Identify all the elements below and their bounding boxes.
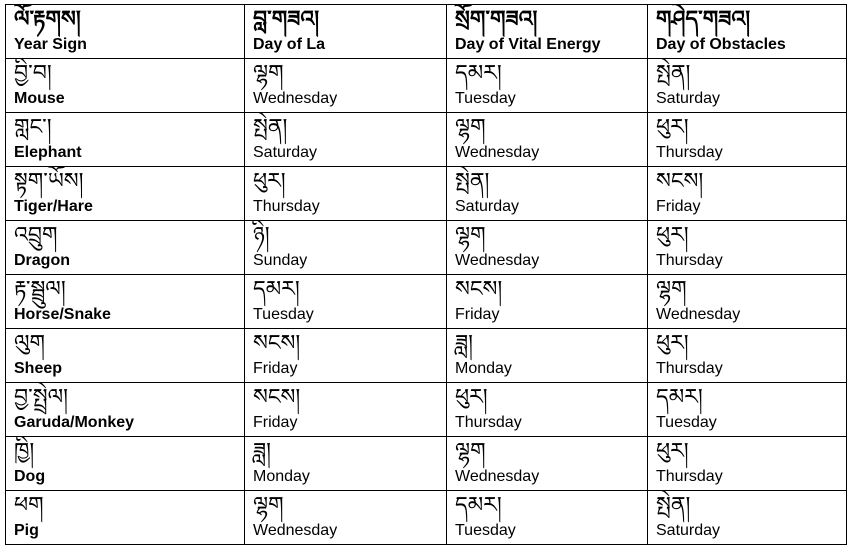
day-of-la-tibetan: སངས། bbox=[253, 331, 301, 356]
year-sign-cell bbox=[6, 329, 245, 383]
table-row bbox=[6, 113, 847, 167]
day-of-vital-energy-english: Monday bbox=[455, 360, 512, 377]
year-sign-tibetan: གླང་། bbox=[14, 115, 52, 140]
header-year-sign-tibetan: ལོ་རྟགས། bbox=[14, 7, 81, 32]
day-of-la-tibetan: ཉི། bbox=[253, 223, 270, 248]
year-sign-tibetan: རྟ་སྦྲུལ། bbox=[14, 277, 66, 302]
day-of-la-cell bbox=[245, 275, 447, 329]
day-of-la-cell bbox=[245, 221, 447, 275]
day-of-vital-energy-tibetan: ཕུར། bbox=[455, 385, 488, 410]
header-day-of-obstacles-tibetan: གཤེད་གཟའ། bbox=[656, 7, 751, 32]
day-of-vital-energy-tibetan: དམར། bbox=[455, 61, 502, 86]
day-of-vital-energy-english: Thursday bbox=[455, 414, 522, 431]
year-sign-cell bbox=[6, 221, 245, 275]
day-of-vital-energy-tibetan: སངས། bbox=[455, 277, 503, 302]
table-row bbox=[6, 491, 847, 545]
year-sign-cell bbox=[6, 491, 245, 545]
day-of-la-tibetan: ཕུར། bbox=[253, 169, 286, 194]
day-of-vital-energy-tibetan: སྤེན། bbox=[455, 169, 490, 194]
day-of-obstacles-english: Friday bbox=[656, 198, 701, 215]
year-sign-table-container bbox=[5, 4, 847, 545]
day-of-obstacles-cell bbox=[648, 113, 847, 167]
year-sign-english: Garuda/Monkey bbox=[14, 414, 135, 431]
day-of-obstacles-cell bbox=[648, 383, 847, 437]
day-of-obstacles-cell bbox=[648, 491, 847, 545]
day-of-obstacles-tibetan: ལྷག bbox=[656, 277, 687, 302]
header-day-of-la-english: Day of La bbox=[253, 36, 326, 53]
day-of-obstacles-cell bbox=[648, 437, 847, 491]
day-of-vital-energy-cell bbox=[447, 329, 648, 383]
table-row bbox=[6, 437, 847, 491]
day-of-la-cell bbox=[245, 437, 447, 491]
day-of-obstacles-tibetan: ཕུར། bbox=[656, 223, 689, 248]
day-of-obstacles-tibetan: སངས། bbox=[656, 169, 704, 194]
day-of-vital-energy-cell bbox=[447, 275, 648, 329]
day-of-vital-energy-english: Wednesday bbox=[455, 468, 540, 485]
table-row bbox=[6, 329, 847, 383]
year-sign-tibetan: སྟག་ཡོས། bbox=[14, 169, 84, 194]
year-sign-cell bbox=[6, 59, 245, 113]
day-of-la-cell bbox=[245, 167, 447, 221]
year-sign-cell bbox=[6, 437, 245, 491]
day-of-obstacles-tibetan: སྤེན། bbox=[656, 493, 691, 518]
year-sign-english: Elephant bbox=[14, 144, 82, 161]
day-of-obstacles-english: Tuesday bbox=[656, 414, 717, 431]
year-sign-tibetan: ཕག bbox=[14, 493, 44, 518]
day-of-obstacles-tibetan: དམར། bbox=[656, 385, 703, 410]
day-of-obstacles-tibetan: སྤེན། bbox=[656, 61, 691, 86]
year-sign-cell bbox=[6, 167, 245, 221]
day-of-la-english: Sunday bbox=[253, 252, 308, 269]
day-of-obstacles-english: Thursday bbox=[656, 252, 723, 269]
day-of-la-english: Wednesday bbox=[253, 90, 338, 107]
day-of-obstacles-tibetan: ཕུར། bbox=[656, 331, 689, 356]
day-of-la-cell bbox=[245, 383, 447, 437]
table-header-row bbox=[6, 5, 847, 59]
header-day-of-vital-energy-tibetan: སྲོག་གཟའ། bbox=[455, 7, 538, 32]
day-of-la-english: Friday bbox=[253, 414, 298, 431]
day-of-vital-energy-english: Wednesday bbox=[455, 252, 540, 269]
day-of-vital-energy-english: Saturday bbox=[455, 198, 520, 215]
day-of-vital-energy-tibetan: ལྷག bbox=[455, 115, 486, 140]
header-year-sign bbox=[6, 5, 245, 59]
day-of-la-tibetan: ལྷག bbox=[253, 493, 284, 518]
year-sign-tibetan: བྱི་བ། bbox=[14, 61, 52, 86]
day-of-vital-energy-cell bbox=[447, 221, 648, 275]
year-sign-english: Sheep bbox=[14, 360, 63, 377]
day-of-vital-energy-tibetan: ལྷག bbox=[455, 223, 486, 248]
year-sign-table bbox=[5, 4, 847, 545]
day-of-obstacles-english: Wednesday bbox=[656, 306, 741, 323]
year-sign-english: Tiger/Hare bbox=[14, 198, 93, 215]
day-of-la-english: Saturday bbox=[253, 144, 318, 161]
day-of-vital-energy-tibetan: དམར། bbox=[455, 493, 502, 518]
day-of-obstacles-english: Thursday bbox=[656, 144, 723, 161]
day-of-obstacles-cell bbox=[648, 329, 847, 383]
day-of-la-tibetan: ལྷག bbox=[253, 61, 284, 86]
table-row bbox=[6, 221, 847, 275]
day-of-la-cell bbox=[245, 59, 447, 113]
day-of-la-english: Friday bbox=[253, 360, 298, 377]
year-sign-english: Pig bbox=[14, 522, 39, 539]
header-day-of-la-tibetan: བླ་གཟའ། bbox=[253, 7, 320, 32]
year-sign-english: Dog bbox=[14, 468, 46, 485]
header-day-of-la bbox=[245, 5, 447, 59]
day-of-vital-energy-english: Tuesday bbox=[455, 522, 516, 539]
day-of-la-tibetan: ཟླ། bbox=[253, 439, 272, 464]
year-sign-cell bbox=[6, 275, 245, 329]
header-day-of-vital-energy bbox=[447, 5, 648, 59]
header-year-sign-english: Year Sign bbox=[14, 36, 87, 53]
header-day-of-obstacles bbox=[648, 5, 847, 59]
day-of-obstacles-english: Thursday bbox=[656, 468, 723, 485]
year-sign-cell bbox=[6, 113, 245, 167]
day-of-vital-energy-tibetan: ལྷག bbox=[455, 439, 486, 464]
day-of-la-english: Monday bbox=[253, 468, 310, 485]
table-row bbox=[6, 383, 847, 437]
table-row bbox=[6, 167, 847, 221]
day-of-vital-energy-cell bbox=[447, 437, 648, 491]
header-day-of-vital-energy-english: Day of Vital Energy bbox=[455, 36, 601, 53]
day-of-vital-energy-tibetan: ཟླ། bbox=[455, 331, 474, 356]
year-sign-tibetan: ཁྱི། bbox=[14, 439, 35, 464]
table-row bbox=[6, 275, 847, 329]
day-of-vital-energy-english: Tuesday bbox=[455, 90, 516, 107]
day-of-la-tibetan: སྤེན། bbox=[253, 115, 288, 140]
day-of-vital-energy-english: Wednesday bbox=[455, 144, 540, 161]
year-sign-tibetan: བྱ་སྤྲེལ། bbox=[14, 385, 68, 410]
day-of-obstacles-tibetan: ཕུར། bbox=[656, 115, 689, 140]
table-row bbox=[6, 59, 847, 113]
year-sign-english: Mouse bbox=[14, 90, 65, 107]
header-day-of-obstacles-english: Day of Obstacles bbox=[656, 36, 786, 53]
day-of-obstacles-cell bbox=[648, 167, 847, 221]
day-of-obstacles-english: Saturday bbox=[656, 522, 721, 539]
day-of-vital-energy-cell bbox=[447, 491, 648, 545]
day-of-vital-energy-cell bbox=[447, 383, 648, 437]
day-of-obstacles-english: Saturday bbox=[656, 90, 721, 107]
day-of-la-tibetan: སངས། bbox=[253, 385, 301, 410]
day-of-la-cell bbox=[245, 491, 447, 545]
day-of-la-cell bbox=[245, 113, 447, 167]
day-of-obstacles-cell bbox=[648, 275, 847, 329]
day-of-obstacles-english: Thursday bbox=[656, 360, 723, 377]
year-sign-cell bbox=[6, 383, 245, 437]
year-sign-english: Horse/Snake bbox=[14, 306, 111, 323]
day-of-obstacles-cell bbox=[648, 221, 847, 275]
day-of-la-english: Wednesday bbox=[253, 522, 338, 539]
day-of-vital-energy-cell bbox=[447, 167, 648, 221]
day-of-obstacles-tibetan: ཕུར། bbox=[656, 439, 689, 464]
day-of-obstacles-cell bbox=[648, 59, 847, 113]
table-body bbox=[6, 59, 847, 545]
year-sign-tibetan: འབྲུག bbox=[14, 223, 58, 248]
day-of-la-english: Tuesday bbox=[253, 306, 314, 323]
day-of-la-english: Thursday bbox=[253, 198, 320, 215]
day-of-la-tibetan: དམར། bbox=[253, 277, 300, 302]
year-sign-english: Dragon bbox=[14, 252, 70, 269]
day-of-vital-energy-cell bbox=[447, 59, 648, 113]
year-sign-tibetan: ལུག bbox=[14, 331, 46, 356]
day-of-la-cell bbox=[245, 329, 447, 383]
day-of-vital-energy-cell bbox=[447, 113, 648, 167]
day-of-vital-energy-english: Friday bbox=[455, 306, 500, 323]
